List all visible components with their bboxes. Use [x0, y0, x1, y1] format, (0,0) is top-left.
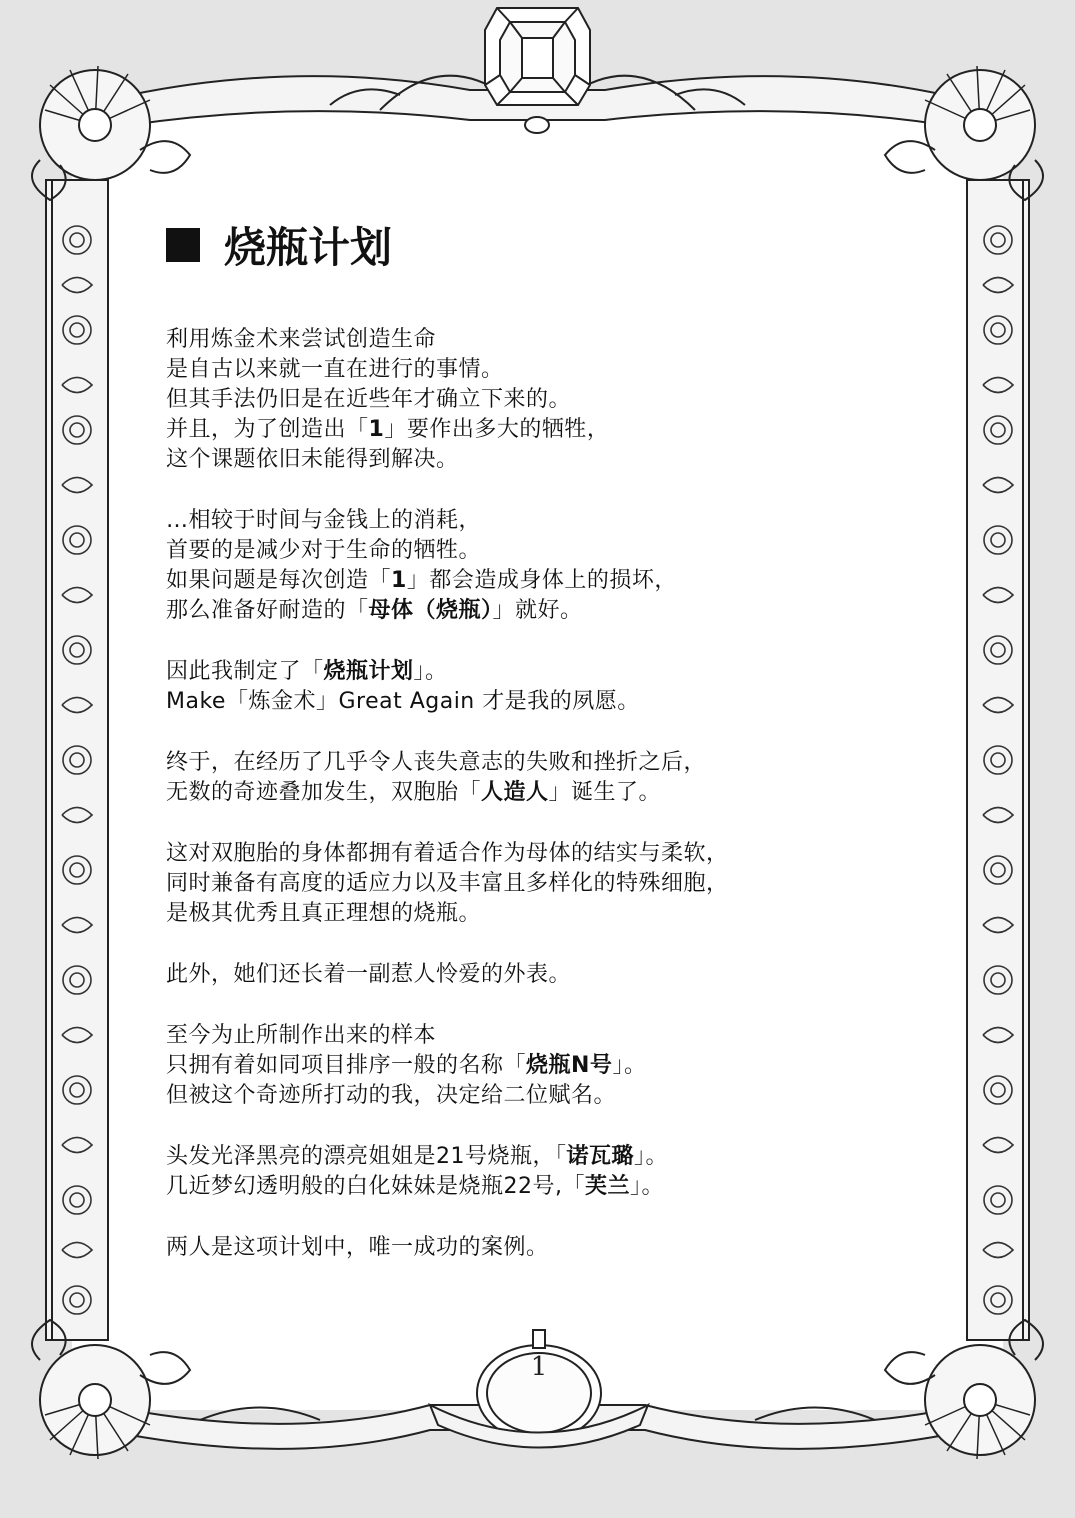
text-segment: 至今为止所制作出来的样本: [166, 1023, 437, 1048]
text-line: [166, 1142, 926, 1172]
text-segment: 同时兼备有高度的适应力以及丰富且多样化的特殊细胞，: [166, 871, 729, 896]
text-segment: 」。: [612, 1053, 647, 1078]
emphasis-text: 1: [368, 417, 385, 442]
right-border: [967, 180, 1029, 1340]
text-line: [166, 960, 926, 990]
emphasis-text: 烧瓶计划: [323, 659, 414, 684]
emphasis-text: 1: [391, 568, 407, 593]
text-line: [166, 325, 926, 355]
heading-square-icon: [166, 228, 200, 262]
left-border: [46, 180, 108, 1340]
text-line: [166, 687, 926, 717]
text-segment: 是极其优秀且真正理想的烧瓶。: [166, 901, 482, 926]
text-segment: 但被这个奇迹所打动的我，决定给二位赋名。: [166, 1083, 617, 1108]
text-line: [166, 899, 926, 929]
paragraphs: [166, 325, 926, 1263]
section-heading: [166, 215, 926, 275]
paragraph: [166, 748, 926, 808]
text-segment: 」诞生了。: [548, 780, 662, 805]
text-segment: 这个课题依旧未能得到解决。: [166, 447, 459, 472]
emphasis-text: 诺瓦璐: [566, 1144, 635, 1169]
text-line: [166, 596, 926, 626]
paragraph: [166, 657, 926, 717]
text-line: [166, 445, 926, 475]
emphasis-text: 烧瓶N号: [526, 1053, 613, 1078]
text-line: [166, 839, 926, 869]
emphasis-text: 人造人: [481, 780, 549, 805]
text-segment: …相较于时间与金钱上的消耗，: [166, 508, 482, 533]
text-line: [166, 1233, 926, 1263]
text-segment: 此外，她们还长着一副惹人怜爱的外表。: [166, 962, 572, 987]
text-segment: 」都会造成身体上的损坏，: [406, 568, 677, 593]
paragraph: [166, 839, 926, 929]
text-segment: 无数的奇迹叠加发生，双胞胎「: [166, 780, 482, 805]
paragraph: [166, 960, 926, 990]
text-segment: 头发光泽黑亮的漂亮姐姐是21号烧瓶，「: [166, 1144, 567, 1169]
paragraph: [166, 1021, 926, 1111]
paragraph: [166, 1233, 926, 1263]
text-segment: 」。: [413, 659, 448, 684]
text-line: [166, 385, 926, 415]
text-line: [166, 415, 926, 445]
text-line: [166, 1081, 926, 1111]
page-number: 1: [530, 1352, 548, 1382]
text-segment: 如果问题是每次创造「: [166, 568, 392, 593]
text-line: [166, 1021, 926, 1051]
text-line: [166, 506, 926, 536]
text-segment: Make「炼金术」Great Again 才是我的夙愿。: [166, 689, 640, 714]
text-line: [166, 657, 926, 687]
text-segment: 并且，为了创造出「: [166, 417, 369, 442]
text-segment: 利用炼金术来尝试创造生命: [166, 327, 437, 352]
text-segment: 」要作出多大的牺牲，: [384, 417, 610, 442]
heading-text: 烧瓶计划: [224, 223, 393, 272]
text-line: [166, 536, 926, 566]
text-line: [166, 566, 926, 596]
text-segment: 终于，在经历了几乎令人丧失意志的失败和挫折之后，: [166, 750, 707, 775]
paragraph: [166, 325, 926, 475]
paragraph: [166, 1142, 926, 1202]
text-segment: 」就好。: [492, 598, 583, 623]
text-segment: 是自古以来就一直在进行的事情。: [166, 357, 504, 382]
text-segment: 」。: [634, 1144, 669, 1169]
text-segment: 几近梦幻透明般的白化妹妹是烧瓶22号,「: [166, 1174, 585, 1199]
document-body: [166, 215, 926, 1294]
text-line: [166, 355, 926, 385]
text-segment: 首要的是减少对于生命的牺牲。: [166, 538, 482, 563]
text-segment: 」。: [630, 1174, 665, 1199]
emphasis-text: 母体（烧瓶）: [368, 598, 493, 623]
paragraph: [166, 506, 926, 626]
text-line: [166, 869, 926, 899]
text-line: [166, 778, 926, 808]
emphasis-text: 芙兰: [585, 1174, 631, 1199]
text-segment: 那么准备好耐造的「: [166, 598, 369, 623]
text-line: [166, 748, 926, 778]
text-segment: 但其手法仍旧是在近些年才确立下来的。: [166, 387, 572, 412]
text-segment: 两人是这项计划中，唯一成功的案例。: [166, 1235, 549, 1260]
text-segment: 这对双胞胎的身体都拥有着适合作为母体的结实与柔软，: [166, 841, 729, 866]
text-segment: 只拥有着如同项目排序一般的名称「: [166, 1053, 527, 1078]
text-line: [166, 1172, 926, 1202]
text-segment: 因此我制定了「: [166, 659, 324, 684]
text-line: [166, 1051, 926, 1081]
